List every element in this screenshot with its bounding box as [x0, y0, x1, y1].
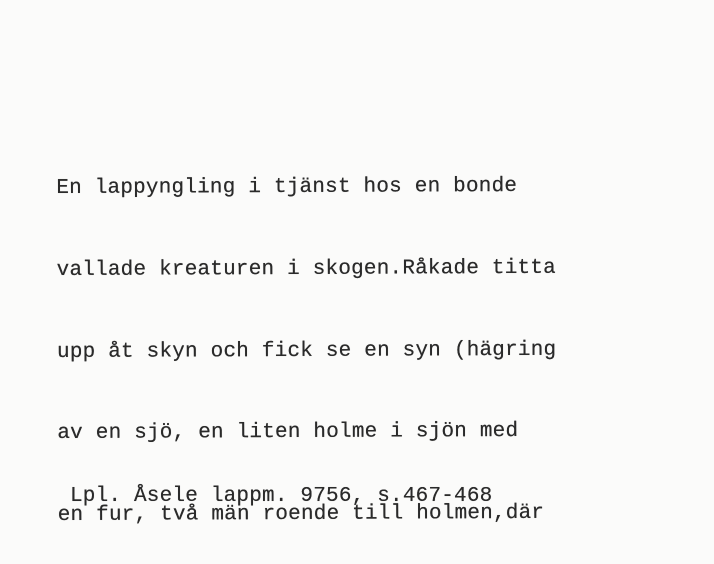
card-reference [70, 422, 492, 564]
text-line: vallade kreaturen i skogen.Råkade titta [56, 256, 556, 282]
text-line: av en sjö, en liten holme i sjön med [57, 420, 519, 446]
text-line: en fur, två män roende till holmen,där [57, 501, 545, 527]
archive-reference-line: Lpl. Åsele lappm. 9756, s.467-468 [70, 485, 493, 508]
text-line: En lappyngling i tjänst hos en bonde [56, 175, 518, 201]
text-line: upp åt skyn och fick se en syn (hägring [56, 338, 557, 364]
